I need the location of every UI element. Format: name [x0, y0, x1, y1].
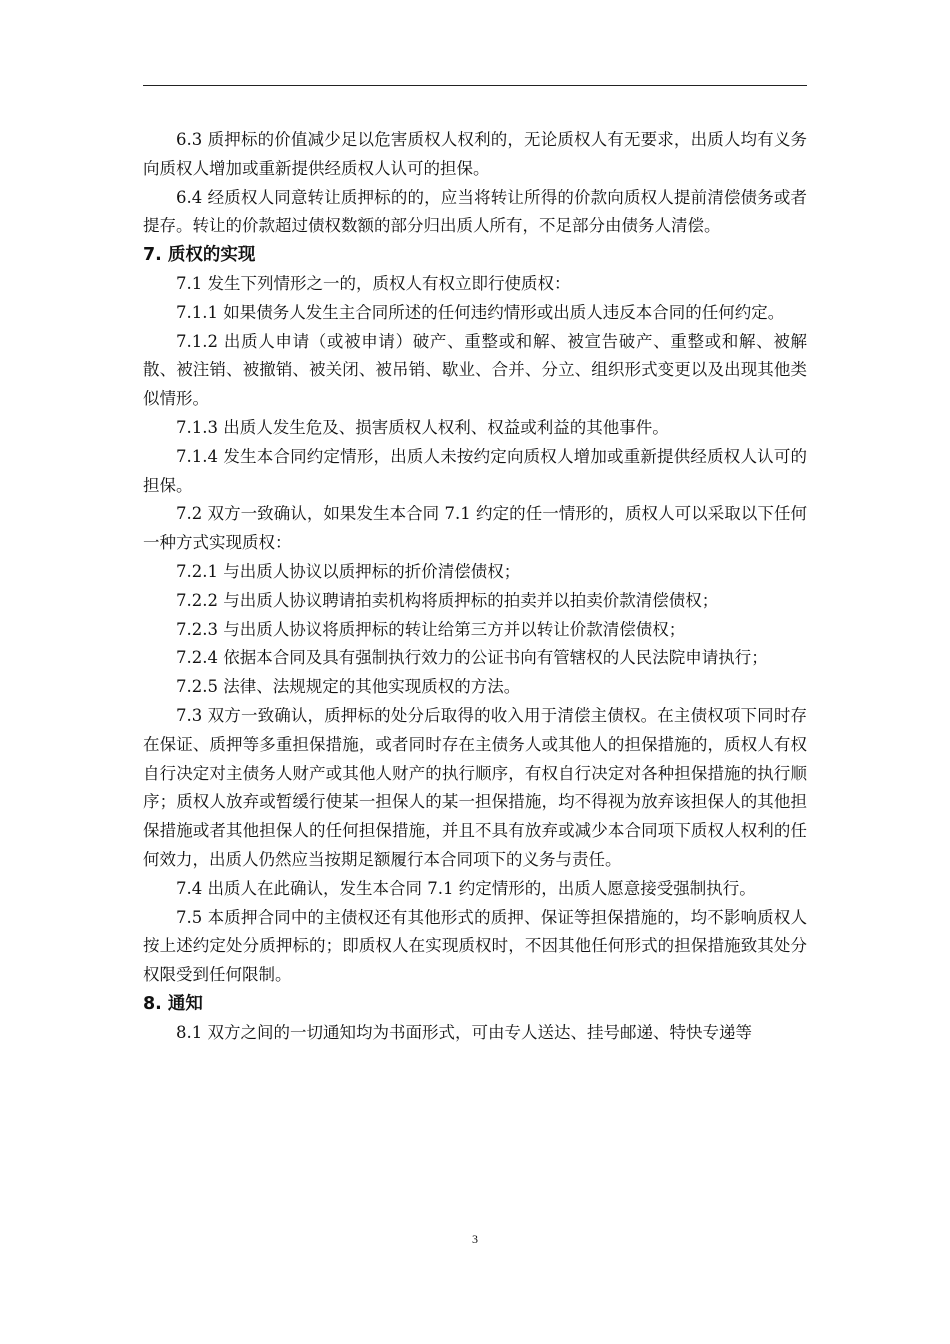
clause-7-1-3: 7.1.3 出质人发生危及、损害质权人权利、权益或利益的其他事件。 [176, 417, 669, 437]
clause-7-2-4: 7.2.4 依据本合同及具有强制执行效力的公证书向有管辖权的人民法院申请执行； [176, 648, 768, 668]
clause-7-4: 7.4 出质人在此确认，发生本合同 7.1 约定情形的，出质人愿意接受强制执行。 [176, 878, 756, 898]
clause-7-5: 7.5 本质押合同中的主债权还有其他形式的质押、保证等担保措施的，均不影响质权人按上述约定处分质押标的；即质权人在实现质权时，不因其他任何形式的担保措施致其处分权限受到任何限制。 [143, 907, 807, 985]
header-rule [143, 85, 807, 86]
clause-7-1-2: 7.1.2 出质人申请（或被申请）破产、重整或和解、被宣告破产、重整或和解、被解散、被注销、被撤销、被关闭、被吊销、歇业、合并、分立、组织形式变更以及出现其他类似情形。 [143, 331, 807, 409]
clause-6-3: 6.3 质押标的价值减少足以危害质权人权利的，无论质权人有无要求，出质人均有义务向质权人增加或重新提供经质权人认可的担保。 [143, 130, 807, 178]
section-heading-7: 7. 质权的实现 [143, 245, 256, 266]
clause-7-2: 7.2 双方一致确认，如果发生本合同 7.1 约定的任一情形的，质权人可以采取以下任何一种方式实现质权： [143, 504, 807, 553]
clause-7-1-4: 7.1.4 发生本合同约定情形，出质人未按约定向质权人增加或重新提供经质权人认可的担保。 [143, 446, 807, 495]
clause-7-2-3: 7.2.3 与出质人协议将质押标的转让给第三方并以转让价款清偿债权； [176, 619, 686, 639]
page-number: 3 [472, 1232, 478, 1246]
section-heading-8: 8. 通知 [143, 993, 203, 1014]
clause-8-1: 8.1 双方之间的一切通知均为书面形式，可由专人送达、挂号邮递、特快专递等 [176, 1022, 752, 1042]
clause-7-3: 7.3 双方一致确认，质押标的处分后取得的收入用于清偿主债权。在主债权项下同时存在保证、质押等多重担保措施，或者同时存在主债务人或其他人的担保措施的，质权人有权自行决定对主债务人财产或其他人财产的执行顺序，有权自行决定对各种担保措施的执行顺序；质权人放弃或暂缓行使某一担保人的某一担保措施，均不得视为放弃该担保人的其他担保措施或者其他担保人的任何担保措施，并且不具有放弃或减少本合同项下质权人权利的任何效力，出质人仍然应当按期足额履行本合同项下的义务与责任。 [143, 705, 807, 869]
clause-7-2-1: 7.2.1 与出质人协议以质押标的折价清偿债权； [176, 561, 521, 581]
clause-7-2-2: 7.2.2 与出质人协议聘请拍卖机构将质押标的拍卖并以拍卖价款清偿债权； [176, 590, 719, 610]
document-body [143, 126, 807, 1048]
clause-7-1-1: 7.1.1 如果债务人发生主合同所述的任何违约情形或出质人违反本合同的任何约定。 [176, 302, 785, 322]
clause-7-2-5: 7.2.5 法律、法规规定的其他实现质权的方法。 [176, 677, 521, 697]
clause-6-4: 6.4 经质权人同意转让质押标的的，应当将转让所得的价款向质权人提前清偿债务或者提存。转让的价款超过债权数额的部分归出质人所有，不足部分由债务人清偿。 [143, 187, 807, 236]
clause-7-1: 7.1 发生下列情形之一的，质权人有权立即行使质权： [176, 273, 571, 293]
